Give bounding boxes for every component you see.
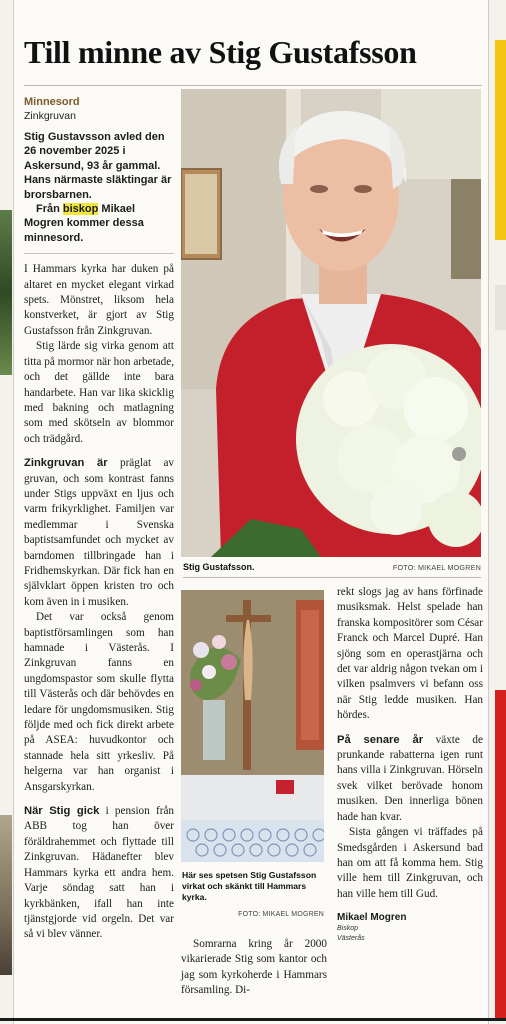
left-neighbour-photo [0,210,12,375]
left-neighbour-column [0,0,14,1024]
body-paragraph-3: Zinkgruvan är präglat av gruvan, och som kontrast fanns under Stigs uppväxt en ljus och varm frikyrklighet. Familjen var medlemmar i Svenska baptistsamfundet och mycket av barndomen tillbringade han i Fridhemskyrkan. Där fick han en självklart öppen kristen tro och kom även in i musiken. [24,457,175,608]
right-neighbour-column [488,0,506,1024]
page-bottom-rule [0,1018,506,1021]
ingress-paragraph: Stig Gustavsson avled den 26 november 2025 i Askersund, 93 år gammal. Hans närmaste släktingar är brorsbarnen. [24,131,172,201]
altar-lace-caption: Här ses spetsen Stig Gustafsson virkat och skänkt till Hammars kyrka. [182,870,317,903]
signature-role-place: Västerås [337,935,365,943]
right-yellow-ad [495,40,506,240]
signature-name: Mikael Mogren [337,912,407,924]
signature-block [337,911,483,944]
right-red-ad [495,690,506,1020]
signature-role-title: Biskop [337,925,359,933]
body-paragraph-4: Det var också genom baptistförsamlingen som han hamnade i Västerås. I Zinkgruvan fanns en ungdomspastor som skulle flytta till Västerås och där behövdes en ledare för ungdomsmusiken. Stig följde med och fick direkt arbete på ASEA: huvudkontor och stannade hela sitt yrkesliv. På helgerna var han organist i Ansgarskyrkan. [24,611,174,793]
body-paragraph-8: Sista gången vi träffades på Smedsgården i Askersund bad han om att få komma hem. Stig ville hem till Zinkgruvan, och han ville hem till Gud. [337,826,483,900]
article-column-1 [24,95,174,943]
portrait-caption [183,561,481,573]
portrait-photo [181,89,481,557]
portrait-caption-text: Stig Gustafsson. [183,562,255,572]
article-headline: Till minne av Stig Gustafsson [24,34,417,70]
body-paragraph-1: I Hammars kyrka har duken på altaret en mycket elegant virkad spets. Mönstret, liksom hela konstverket, är gjort av Stig Gustafsson från Zinkgruvan. [24,263,174,337]
altar-lace-photo-credit: FOTO: MIKAEL MOGREN [238,911,324,918]
left-neighbour-photo-lower [0,815,12,975]
portrait-photo-credit: FOTO: MIKAEL MOGREN [392,563,481,572]
highlighted-word: biskop [62,203,99,216]
caption-divider [183,577,481,578]
ingress-byline-paragraph: Från biskop Mikael Mogren kommer dessa minnesord. [24,203,144,244]
body-paragraph-6-part-2: rekt slogs jag av hans förfinade musiksmak. Helst spelade han franska kompositörer som César Franck och Marcel Dupré. Han sjöng som en operastjärna och det var aldrig någon tvekan om i vilken psalmvers vi befann oss när Stig ledde musiken. Han hördes. [337,586,483,722]
dateline-place: Zinkgruvan [24,110,76,122]
body-paragraph-5: När Stig gick i pension från ABB tog han över föräldrahemmet och flyttade till Zinkgruvan. Hädanefter blev Hammars kyrka ett andra hem. Varje söndag satt han i kyrkbänken, ifall han inte tjänstgjorde vid orgeln. Det var så vi blev vänner. [24,805,175,941]
body-paragraph-7: På senare år växte de prunkande rabatterna igen runt hans villa i Zinkgruvan. Hörseln svek vilket berövade honom musiken. Den innerliga bönen hade han kvar. [337,733,483,823]
kicker-label: Minnesord [24,96,80,108]
article-column-3 [337,585,483,944]
headline-divider [24,85,482,86]
ingress-divider [24,253,174,254]
right-grey-box [495,285,506,330]
body-paragraph-6-part-1: Somrarna kring år 2000 vikarierade Stig som kantor och jag som kyrkoherde i Hammars församling. Di- [181,938,327,997]
altar-lace-photo [181,590,324,862]
body-paragraph-2: Stig lärde sig virka genom att titta på mormor när hon arbetade, och det gällde inte bara handarbete. Han var lika skicklig med bakning och matlagning som med skötseln av blommor och trädgård. [24,340,174,445]
